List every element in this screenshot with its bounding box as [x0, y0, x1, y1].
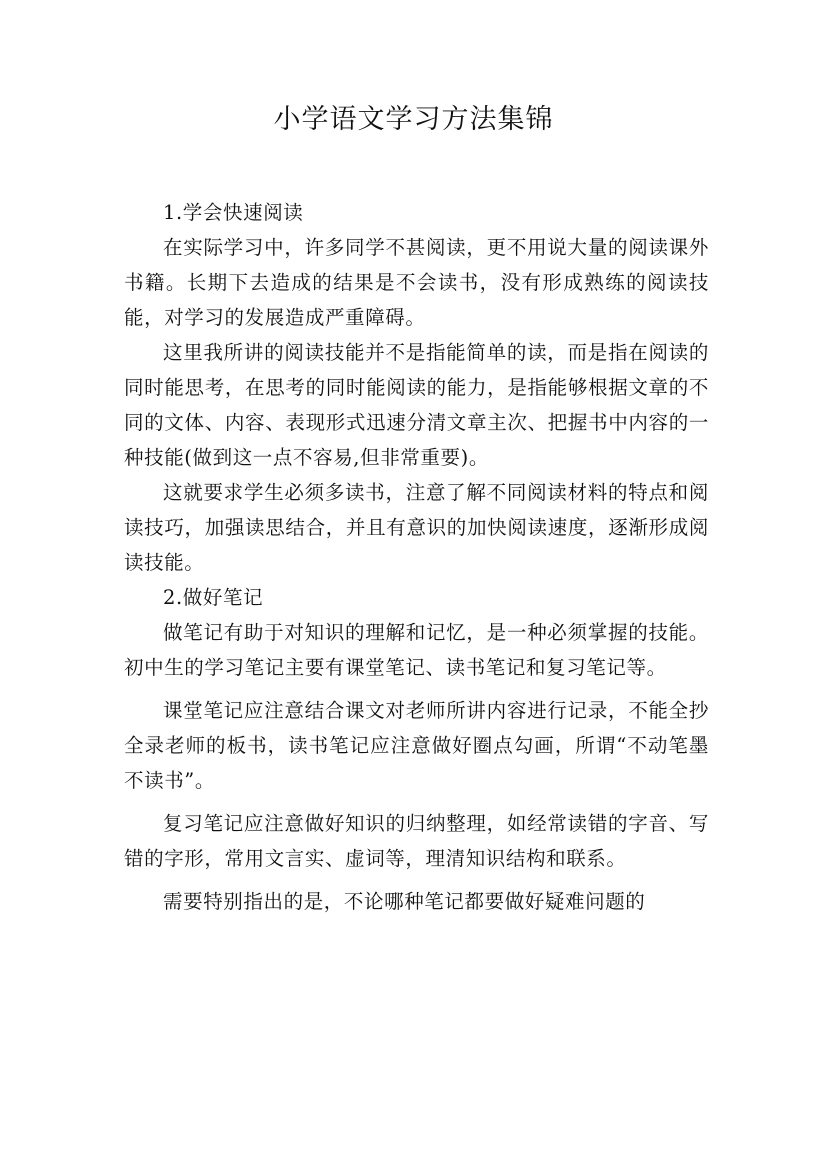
- paragraph: 需要特别指出的是，不论哪种笔记都要做好疑难问题的: [163, 890, 646, 913]
- paragraph: 这里我所讲的阅读技能并不是指能简单的读，而是指在阅读的同时能思考，在思考的同时能阅读的能力，是指能够根据文章的不同的文体、内容、表现形式迅速分清文章主次、把握书中内容的一种技能(做到这一点不容易,但非常重要)。: [124, 341, 709, 469]
- document-body: [124, 195, 709, 919]
- section-heading-1: 1.学会快速阅读: [163, 201, 304, 224]
- document-title: 小学语文学习方法集锦: [273, 104, 554, 135]
- paragraph: 课堂笔记应注意结合课文对老师所讲内容进行记录，不能全抄全录老师的板书，读书笔记应注意做好圈点勾画，所谓“不动笔墨不读书”。: [124, 699, 709, 792]
- paragraph: 复习笔记应注意做好知识的归纳整理，如经常读错的字音、写错的字形，常用文言实、虚词等，理清知识结构和联系。: [124, 812, 709, 870]
- section-heading-2: 2.做好笔记: [163, 586, 264, 609]
- paragraph: 做笔记有助于对知识的理解和记忆，是一种必须掌握的技能。初中生的学习笔记主要有课堂笔记、读书笔记和复习笔记等。: [124, 621, 709, 679]
- paragraph: 这就要求学生必须多读书，注意了解不同阅读材料的特点和阅读技巧，加强读思结合，并且有意识的加快阅读速度，逐渐形成阅读技能。: [124, 481, 709, 574]
- paragraph: 在实际学习中，许多同学不甚阅读，更不用说大量的阅读课外书籍。长期下去造成的结果是不会读书，没有形成熟练的阅读技能，对学习的发展造成严重障碍。: [124, 236, 709, 329]
